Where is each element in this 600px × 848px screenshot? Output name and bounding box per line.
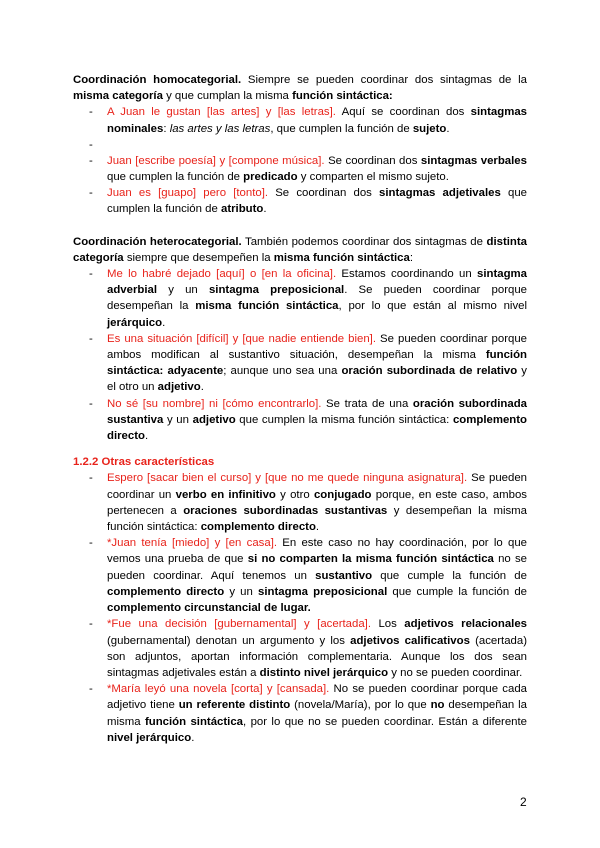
text-run: (novela/María), por lo que bbox=[290, 699, 431, 712]
example-sentence: *Fue una decisión [gubernamental] y [acertada]. bbox=[107, 618, 371, 631]
bold-term: misma función sintáctica bbox=[273, 251, 410, 264]
text-run: Aquí se coordinan dos bbox=[335, 106, 471, 119]
text-run: ; aunque uno sea una bbox=[223, 365, 342, 378]
bold-term: no bbox=[430, 699, 445, 712]
example-sentence: A Juan le gustan [las artes] y [las letras]. bbox=[107, 106, 336, 119]
bold-term: sintagma preposicional bbox=[258, 585, 388, 598]
bold-term: nivel jerárquico bbox=[107, 731, 192, 744]
text-run: . bbox=[200, 381, 204, 394]
text-run: . bbox=[263, 203, 267, 216]
bold-term: complemento directo bbox=[107, 413, 527, 443]
bold-term: complemento directo bbox=[200, 521, 316, 534]
text-run: y que cumplan la misma bbox=[162, 90, 293, 103]
bold-term: verbo en infinitivo bbox=[175, 488, 276, 501]
example-sentence: Juan es [guapo] pero [tonto]. bbox=[107, 187, 269, 200]
text-run: , que cumplen la función de bbox=[270, 122, 413, 135]
paragraph-homocategorial bbox=[73, 72, 527, 104]
list-item bbox=[73, 616, 527, 681]
text-run: Se trata de una bbox=[321, 397, 413, 410]
text-run: y comparten el mismo sujeto. bbox=[297, 171, 449, 184]
text-run: Se pueden coordinar un bbox=[107, 472, 527, 501]
section-heading: 1.2.2 Otras características bbox=[73, 456, 215, 469]
bold-term: oraciones subordinadas sustantivas bbox=[183, 504, 388, 517]
text-run: No se pueden coordinar porque cada adjetivo tiene bbox=[107, 683, 527, 712]
text-run: : bbox=[163, 122, 170, 135]
text-run: . bbox=[144, 430, 149, 443]
text-run: que cumplen la función de bbox=[107, 187, 527, 216]
text-run: . bbox=[162, 316, 166, 329]
bold-term: si no comparten la misma función sintáctica bbox=[247, 553, 494, 566]
text-run: . bbox=[446, 122, 450, 135]
example-sentence: Juan [escribe poesía] y [compone música]. bbox=[107, 154, 325, 167]
text-run: no se pueden coordinar. Aquí tenemos un bbox=[107, 553, 528, 582]
bold-term: oración subordinada de relativo bbox=[341, 365, 518, 378]
text-run: . bbox=[315, 521, 320, 534]
bold-term: función sintáctica: adyacente bbox=[107, 349, 527, 378]
text-run: Se coordinan dos bbox=[324, 154, 421, 167]
bold-term: distinto nivel jerárquico bbox=[259, 666, 389, 679]
text-run: y no se pueden coordinar. bbox=[388, 666, 523, 679]
text-run: Se coordinan dos bbox=[268, 187, 380, 200]
bold-term: oración subordinada sustantiva bbox=[107, 397, 527, 426]
text-run: las artes y las letras bbox=[169, 122, 271, 135]
bold-term: atributo bbox=[220, 203, 264, 216]
text-run: y un bbox=[224, 585, 259, 598]
example-sentence: Me lo habré dejado [aquí] o [en la oficina]. bbox=[107, 268, 337, 281]
paragraph-heterocategorial bbox=[73, 234, 527, 266]
list-item bbox=[73, 681, 527, 746]
list-item bbox=[73, 396, 527, 445]
text-run: , por lo que no se pueden coordinar. Están a diferente bbox=[243, 715, 528, 728]
text-run: desempeñan la misma bbox=[107, 699, 527, 728]
list-otras-caracteristicas bbox=[73, 470, 527, 745]
text-run: Los bbox=[371, 618, 405, 631]
list-item bbox=[73, 331, 527, 396]
spacer bbox=[73, 444, 527, 454]
bold-term: conjugado bbox=[313, 488, 372, 501]
list-item bbox=[73, 266, 527, 331]
text-run: : bbox=[409, 251, 413, 264]
text-run: siempre que desempeñen la bbox=[123, 251, 274, 264]
example-sentence: *Juan tenía [miedo] y [en casa]. bbox=[107, 537, 278, 550]
list-item bbox=[73, 104, 527, 136]
bold-term: sintagmas verbales bbox=[420, 154, 527, 167]
bold-term: adjetivo bbox=[192, 413, 236, 426]
bold-term: misma función sintáctica bbox=[195, 300, 339, 313]
bold-term: función sintáctica bbox=[144, 715, 244, 728]
bold-term: misma categoría bbox=[73, 90, 163, 103]
bold-term: complemento directo bbox=[107, 585, 225, 598]
bold-term: adjetivos relacionales bbox=[404, 618, 527, 631]
text-run: , por lo que están al mismo nivel bbox=[338, 300, 528, 313]
text-run: que cumplen la misma función sintáctica: bbox=[235, 413, 453, 426]
text-run: que cumple la función de bbox=[372, 569, 527, 582]
text-run: y un bbox=[157, 284, 209, 297]
text-run: y desempeñan la misma función sintáctica: bbox=[107, 504, 527, 534]
text-run: y un bbox=[163, 413, 193, 426]
text-run: que cumplen la función de bbox=[107, 171, 244, 184]
text-run: porque, en este caso, ambos pertenecen a bbox=[107, 488, 527, 517]
bold-term: predicado bbox=[243, 171, 298, 184]
bold-term: Coordinación heterocategorial. bbox=[73, 235, 242, 248]
bold-term: sustantivo bbox=[315, 569, 373, 582]
list-homocategorial bbox=[73, 104, 527, 217]
bold-term: adjetivo bbox=[157, 381, 201, 394]
bold-term: Coordinación homocategorial. bbox=[73, 74, 242, 86]
text-run: También podemos coordinar dos sintagmas de bbox=[241, 235, 487, 248]
example-sentence: Espero [sacar bien el curso] y [que no me quede ninguna asignatura]. bbox=[107, 472, 468, 485]
bold-term: distinta categoría bbox=[73, 235, 528, 264]
bold-term: función sintáctica: bbox=[292, 90, 393, 103]
bold-term: sintagma preposicional bbox=[208, 284, 345, 297]
text-run: y otro bbox=[275, 488, 314, 501]
list-heterocategorial bbox=[73, 266, 527, 444]
text-run: y el otro un bbox=[107, 365, 527, 394]
list-item bbox=[73, 535, 527, 616]
document-page bbox=[73, 72, 527, 746]
spacer bbox=[73, 137, 527, 153]
bold-term: un referente distinto bbox=[178, 699, 291, 712]
text-run: Se pueden coordinar porque ambos modifican al sustantivo situación, desempeñan la misma bbox=[107, 332, 527, 362]
text-run: (gubernamental) denotan un argumento y los bbox=[107, 634, 351, 647]
spacer bbox=[73, 218, 527, 234]
bold-term: sintagma adverbial bbox=[107, 268, 527, 297]
text-run: En este caso no hay coordinación, por lo que vemos una prueba de que bbox=[107, 537, 527, 566]
text-run: Siempre se pueden coordinar dos sintagmas de la bbox=[241, 74, 527, 86]
list-item bbox=[73, 185, 527, 217]
example-sentence: Es una situación [difícil] y [que nadie entiende bien]. bbox=[107, 332, 377, 345]
bold-term: sujeto bbox=[412, 122, 447, 135]
bold-term: sintagmas adjetivales bbox=[379, 187, 501, 200]
bold-term: sintagmas nominales bbox=[107, 106, 527, 135]
text-run: que cumple la función de bbox=[387, 585, 527, 598]
bold-term: adjetivos calificativos bbox=[350, 634, 470, 647]
text-run: . bbox=[191, 731, 195, 744]
text-run: (acertada) son adjuntos, aportan información complementaria. Aunque los dos sean sintagmas adjetivales están a bbox=[107, 634, 527, 679]
page-number: 2 bbox=[520, 795, 527, 809]
list-item bbox=[73, 470, 527, 535]
text-run: Estamos coordinando un bbox=[336, 268, 477, 281]
text-run: . Se pueden coordinar porque desempeñan la bbox=[107, 284, 527, 313]
example-sentence: *María leyó una novela [corta] y [cansada]. bbox=[107, 683, 330, 696]
bold-term: jerárquico bbox=[107, 316, 163, 329]
example-sentence: No sé [su nombre] ni [cómo encontrarlo]. bbox=[107, 397, 322, 410]
bold-term: complemento circunstancial de lugar. bbox=[107, 602, 311, 615]
list-item bbox=[73, 153, 527, 185]
